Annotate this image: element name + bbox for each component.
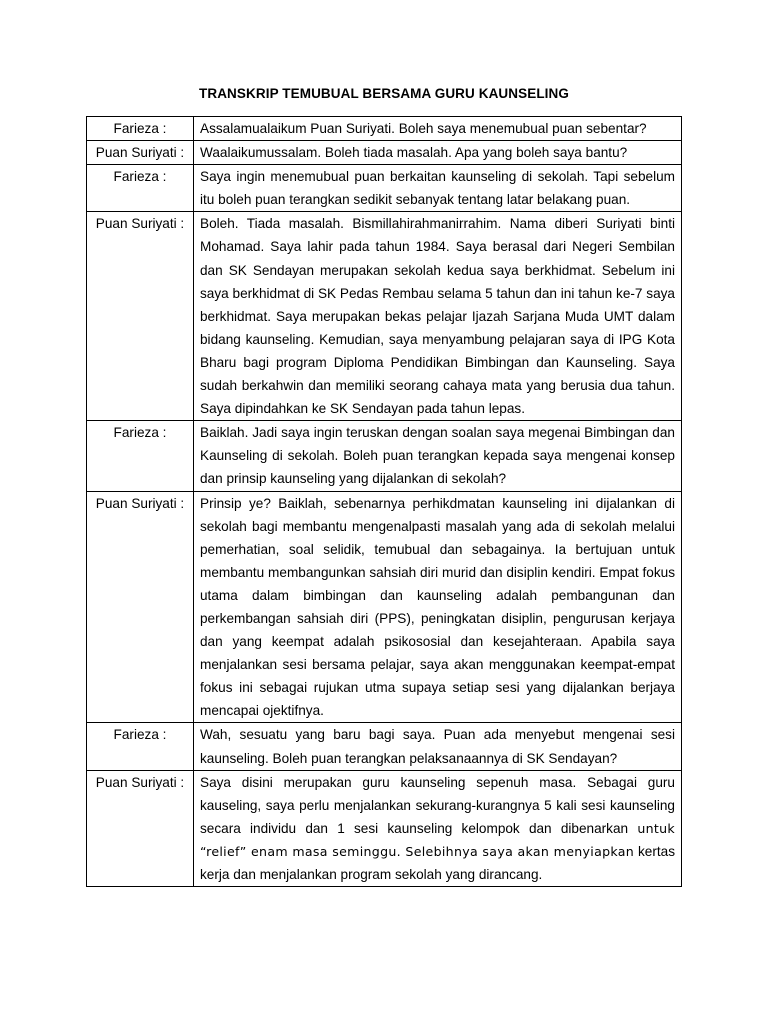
table-row	[87, 212, 682, 421]
table-row	[87, 141, 682, 165]
speaker-cell: Puan Suriyati :	[87, 141, 194, 165]
speech-cell: Wah, sesuatu yang baru bagi saya. Puan ada menyebut mengenai sesi kaunseling. Boleh puan terangkan pelaksanaannya di SK Sendayan?	[194, 723, 682, 770]
speech-cell: Assalamualaikum Puan Suriyati. Boleh saya menemubual puan sebentar?	[194, 117, 682, 141]
speech-cell: Prinsip ye? Baiklah, sebenarnya perhikdmatan kaunseling ini dijalankan di sekolah bagi membantu mengenalpasti masalah yang ada di sekolah melalui pemerhatian, soal selidik, temubual dan sebagainya. Ia bertujuan untuk membantu membangunkan sahsiah diri murid dan disiplin kendiri. Empat fokus utama dalam bimbingan dan kaunseling adalah pembangunan dan perkembangan sahsiah diri (PPS), peningkatan disiplin, pengurusan kerjaya dan yang keempat adalah psikososial dan kesejahteraan. Apabila saya menjalankan sesi bersama pelajar, saya akan menggunakan keempat-empat fokus ini sebagai rujukan utma supaya setiap sesi yang dijalankan berjaya mencapai ojektifnya.	[194, 491, 682, 723]
transcript-table	[86, 116, 682, 887]
speaker-cell: Puan Suriyati :	[87, 491, 194, 723]
table-row	[87, 117, 682, 141]
table-row	[87, 491, 682, 723]
speaker-cell: Farieza :	[87, 421, 194, 491]
speech-cell	[194, 770, 682, 886]
speaker-cell: Puan Suriyati :	[87, 770, 194, 886]
speaker-cell: Farieza :	[87, 117, 194, 141]
speech-text-alt-font: untuk “relief” enam masa seminggu. Selebihnya saya akan menyiapkan	[200, 820, 675, 859]
speaker-cell: Puan Suriyati :	[87, 212, 194, 421]
document-title: TRANSKRIP TEMUBUAL BERSAMA GURU KAUNSELING	[199, 86, 569, 101]
table-row	[87, 723, 682, 770]
speaker-cell: Farieza :	[87, 165, 194, 212]
table-row	[87, 421, 682, 491]
speech-cell: Saya ingin menemubual puan berkaitan kaunseling di sekolah. Tapi sebelum itu boleh puan terangkan sedikit sebanyak tentang latar belakang puan.	[194, 165, 682, 212]
speech-text: Saya disini merupakan guru kaunseling sepenuh masa. Sebagai guru kauseling, saya perlu menjalankan sekurang-kurangnya 5 kali sesi kaunseling secara individu dan 1 sesi kaunseling kelompok dan dibenarkan	[200, 774, 675, 836]
table-row	[87, 770, 682, 886]
speech-text-end: kertas kerja dan menjalankan program sekolah yang dirancang.	[200, 843, 675, 882]
speech-cell: Waalaikumussalam. Boleh tiada masalah. Apa yang boleh saya bantu?	[194, 141, 682, 165]
speech-cell: Boleh. Tiada masalah. Bismillahirahmanirrahim. Nama diberi Suriyati binti Mohamad. Saya lahir pada tahun 1984. Saya berasal dari Negeri Sembilan dan SK Sendayan merupakan sekolah kedua saya berkhidmat. Sebelum ini saya berkhidmat di SK Pedas Rembau selama 5 tahun dan ini tahun ke-7 saya berkhidmat. Saya merupakan bekas pelajar Ijazah Sarjana Muda UMT dalam bidang kaunseling. Kemudian, saya menyambung pelajaran saya di IPG Kota Bharu bagi program Diploma Pendidikan Bimbingan dan Kaunseling. Saya sudah berkahwin dan memiliki seorang cahaya mata yang berusia dua tahun. Saya dipindahkan ke SK Sendayan pada tahun lepas.	[194, 212, 682, 421]
speaker-cell: Farieza :	[87, 723, 194, 770]
speech-cell: Baiklah. Jadi saya ingin teruskan dengan soalan saya megenai Bimbingan dan Kaunseling di sekolah. Boleh puan terangkan kepada saya mengenai konsep dan prinsip kaunseling yang dijalankan di sekolah?	[194, 421, 682, 491]
table-row	[87, 165, 682, 212]
